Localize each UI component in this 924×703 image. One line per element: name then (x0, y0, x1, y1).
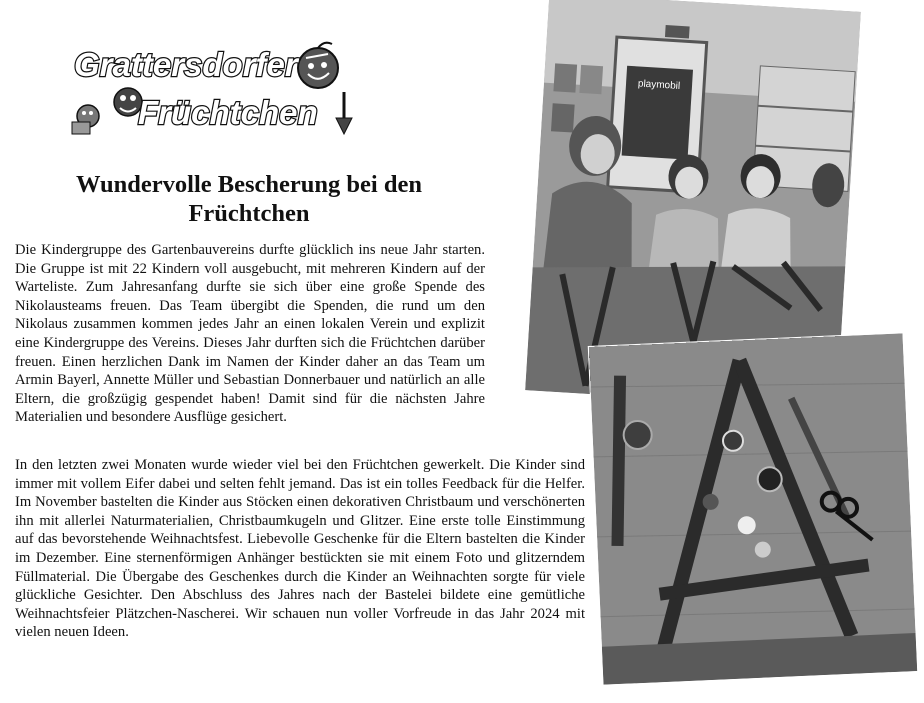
logo-graphic (66, 38, 366, 138)
article-title: Wundervolle Bescherung bei den Früchtchen (76, 171, 422, 227)
shovel-icon (336, 92, 352, 134)
logo-text-line2: Früchtchen (138, 94, 318, 131)
article-paragraph-2: In den letzten zwei Monaten wurde wieder viel bei den Früchtchen gewerkelt. Die Kinder sind immer mit vollem Eifer dabei und selten fehlt jemand. Das ist ein tolles Feedback für die Helfer. Im November bastelten die Kinder aus Stöcken einen dekorativen Christbaum und verschönerten ihn mit allerlei Naturmaterialien, Christbaumkugeln und Glitzer. Eine erste tolle Einstimmung auf das bevorstehende Weihnachtsfest. Liebevolle Geschenke für die Eltern bastelten die Kinder im Dezember. Eine sternenförmigen Anhänger bestückten sie mit einem Foto und glitzerndem Füllmaterial. Die Übergabe des Geschenkes durch die Kinder an Weihnachten sorgte für viele glückliche Gesichter. Den Abschluss des Jahres nach der Bastelei bildete eine gemütliche Weihnachtsfeier Plätzchen-Nascherei. Wir schauen nun voller Vorfreude in das Jahr 2024 mit vielen neuen Ideen. (15, 457, 585, 641)
club-logo (66, 38, 366, 138)
fruit-kids-icon (72, 88, 142, 134)
fruit-mascot-icon (298, 43, 338, 88)
playmobil-sign: playmobil (637, 78, 681, 92)
photo-stick-christmas-tree (589, 333, 917, 684)
article-paragraph-1: Die Kindergruppe des Gartenbauvereins durfte glücklich ins neue Jahr starten. Die Gruppe ist mit 22 Kindern voll ausgebucht, mit mehreren Kindern auf der Warteliste. Zum Jahresanfang durfte sie sich über eine große Spende des Nikolausteams freuen. Das Team übergibt die Spenden, die rund um den Nikolaus zusammen kommen jedes Jahr an einen lokalen Verein und explizit eine Kindergruppe des Vereins. Dieses Jahr durften sich die Früchtchen darüber freuen. Einen herzlichen Dank im Namen der Kinder daher an das Team um Armin Bayerl, Annette Müller und Sebastian Donnerbauer und natürlich an alle Eltern, die großzügig gespendet haben! Damit sind für die nächsten Jahre Materialien und besondere Ausflüge gesichert. (15, 242, 485, 426)
logo-text-line1: Grattersdorfer (74, 46, 298, 83)
